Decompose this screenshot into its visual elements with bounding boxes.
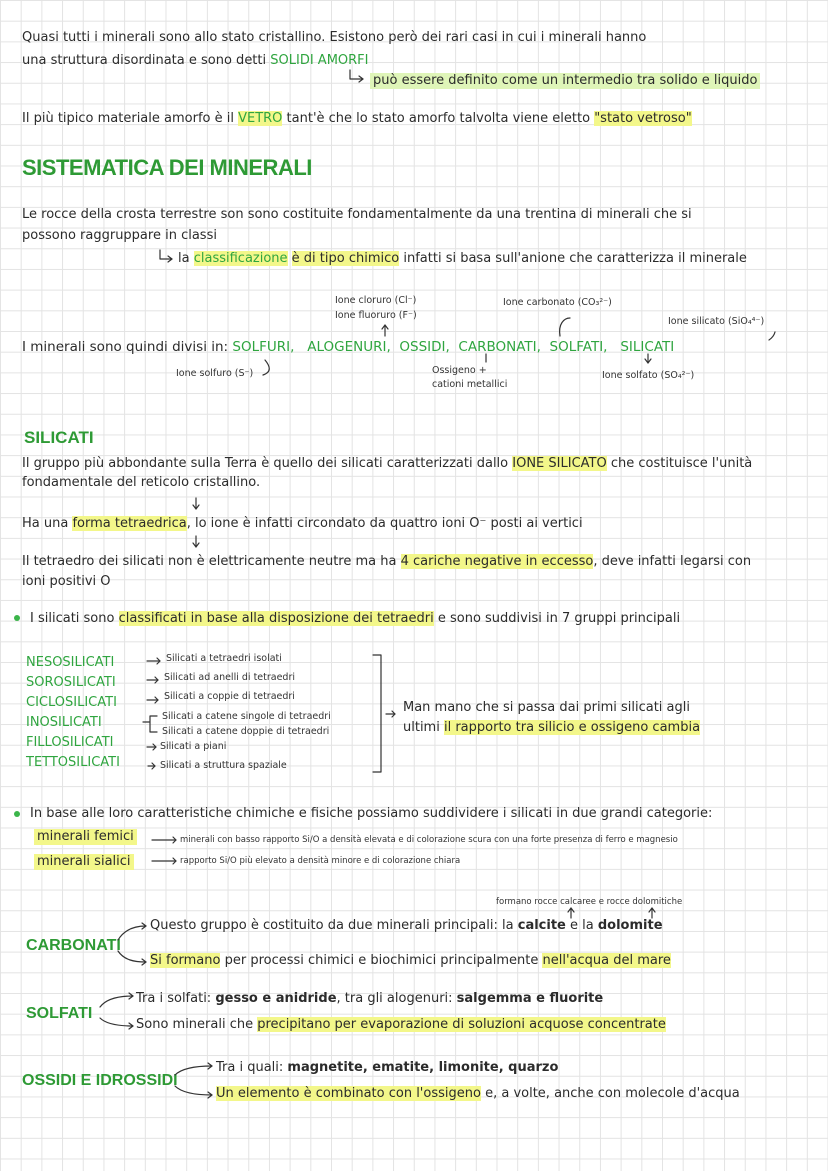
intro-line-3: può essere definito come un intermedio tra solido e liquido: [370, 73, 760, 89]
arrow-curve: [769, 332, 775, 340]
branch-up: [118, 926, 146, 940]
arrow-fork: [143, 716, 157, 732]
desc-sialici: rapporto Si/O più elevato a densità minore e di colorazione chiara: [180, 856, 461, 866]
group-ciclosilicati: CICLOSILICATI: [26, 695, 117, 710]
term-rapporto: il rapporto tra silicio e ossigeno cambia: [443, 720, 701, 735]
desc-sorosilicati: Silicati ad anelli di tetraedri: [164, 672, 296, 683]
class-carbonati: CARBONATI,: [458, 339, 541, 355]
carb-l1-mid: e la: [565, 918, 598, 933]
desc-tettosilicati: Silicati a struttura spaziale: [160, 760, 287, 771]
term-classificati: classificati in base alla disposizione dei tetraedri: [118, 611, 434, 626]
intro-line-2-text: una struttura disordinata e sono detti: [22, 53, 271, 68]
p3-post: infatti si basa sull'anione che caratterizza il minerale: [399, 251, 747, 266]
heading-solfati: SOLFATI: [26, 1005, 93, 1022]
b1-pre: I silicati sono: [30, 611, 119, 626]
group-fillosilicati: FILLOSILICATI: [26, 735, 114, 750]
class-solfuri: SOLFURI,: [232, 339, 295, 355]
term-vetro: VETRO: [238, 111, 283, 126]
term-forma-tetraedrica: forma tetraedrica: [72, 516, 187, 531]
heading-sistematica: SISTEMATICA DEI MINERALI: [22, 155, 312, 180]
term-combinato: Un elemento è combinato con l'ossigeno: [216, 1086, 481, 1101]
arrow-curve: [263, 360, 269, 375]
annotation-silicato: Ione silicato (SiO₄⁴⁻): [668, 316, 765, 327]
heading-carbonati: CARBONATI: [26, 937, 121, 954]
group-inosilicati: INOSILICATI: [26, 715, 102, 730]
term-femici: minerali femici: [34, 829, 137, 845]
term-tipo-chimico: è di tipo chimico: [291, 251, 400, 266]
term-magnetite: magnetite, ematite, limonite, quarzo: [287, 1060, 559, 1075]
term-classificazione: classificazione: [193, 251, 288, 266]
silicati-bullet-2: In base alle loro caratteristiche chimiche e fisiche possiamo suddividere i silicati in due grandi categorie:: [30, 806, 713, 821]
group-sorosilicati: SOROSILICATI: [26, 675, 116, 690]
term-si-formano: Si formano: [150, 953, 221, 968]
silicati-p5: ioni positivi O: [22, 574, 111, 589]
desc-ciclosilicati: Silicati a coppie di tetraedri: [164, 691, 295, 702]
solf-l1-pre: Tra i solfati:: [136, 991, 216, 1006]
annotation-ossigeno-1: Ossigeno +: [432, 365, 487, 376]
intro-line-4-mid: tant'è che lo stato amorfo talvolta viene eletto: [282, 111, 595, 126]
annotation-carbonato: Ione carbonato (CO₃²⁻): [503, 297, 612, 308]
heading-ossidi: OSSIDI E IDROSSIDI: [22, 1072, 178, 1089]
class-ossidi: OSSIDI,: [399, 339, 450, 355]
sistematica-p1: Le rocce della crosta terrestre son sono costituite fondamentalmente da una trentina di minerali che si: [22, 207, 692, 222]
class-solfati: SOLFATI,: [549, 339, 608, 355]
oss-l1-pre: Tra i quali:: [216, 1060, 288, 1075]
term-salgemma: salgemma e fluorite: [456, 991, 604, 1006]
oss-l2-post: e, a volte, anche con molecole d'acqua: [480, 1086, 740, 1101]
carbonati-note: formano rocce calcaree e rocce dolomitiche: [496, 897, 683, 907]
class-silicati: SILICATI: [620, 339, 675, 355]
annotation-cloruro: Ione cloruro (Cl⁻): [335, 295, 417, 306]
silicati-p4-pre: Il tetraedro dei silicati non è elettricamente neutre ma ha: [22, 554, 401, 569]
note2-pre: ultimi: [403, 720, 444, 735]
annotation-ossigeno-2: cationi metallici: [432, 379, 508, 390]
desc-femici: minerali con basso rapporto Si/O a densità elevata e di colorazione scura con una forte presenza di ferro e magnesio: [180, 835, 678, 845]
silicati-p2: fondamentale del reticolo cristallino.: [22, 475, 261, 490]
branch-down: [175, 1086, 212, 1095]
term-stato-vetroso: "stato vetroso": [594, 111, 692, 126]
solf-l2-pre: Sono minerali che: [136, 1017, 258, 1032]
bracket: [373, 655, 381, 772]
heading-silicati: SILICATI: [24, 428, 94, 447]
term-dolomite: dolomite: [597, 918, 663, 933]
term-acqua-mare: nell'acqua del mare: [542, 953, 671, 968]
branch-up: [100, 996, 133, 1007]
annotation-solfuro: Ione solfuro (S⁻): [176, 368, 254, 379]
carb-l1-pre: Questo gruppo è costituito da due minerali principali: la: [150, 918, 518, 933]
b1-post: e sono suddivisi in 7 gruppi principali: [433, 611, 681, 626]
term-ione-silicato: IONE SILICATO: [512, 456, 607, 471]
term-sialici: minerali sialici: [34, 854, 134, 870]
desc-inosilicati-doppie: Silicati a catene doppie di tetraedri: [162, 726, 330, 737]
annotation-fluoruro: Ione fluoruro (F⁻): [335, 310, 417, 321]
group-nesosilicati: NESOSILICATI: [26, 655, 115, 670]
silicati-p1-post: che costituisce l'unità: [606, 456, 753, 471]
term-gesso: gesso e anidride: [215, 991, 337, 1006]
intro-line-4-text: Il più tipico materiale amorfo è il: [22, 111, 239, 126]
desc-inosilicati-singole: Silicati a catene singole di tetraedri: [162, 711, 331, 722]
desc-nesosilicati: Silicati a tetraedri isolati: [166, 653, 282, 664]
group-tettosilicati: TETTOSILICATI: [26, 755, 120, 770]
branch-down: [118, 951, 146, 962]
desc-fillosilicati: Silicati a piani: [160, 741, 227, 752]
intro-line-1: Quasi tutti i minerali sono allo stato cristallino. Esistono però dei rari casi in cui i minerali hanno: [22, 30, 647, 45]
p3-pre: la: [178, 251, 194, 266]
annotation-solfato: Ione solfato (SO₄²⁻): [602, 370, 695, 381]
term-calcite: calcite: [517, 918, 566, 933]
arrow-curve: [560, 318, 570, 336]
silicati-p3-post: , lo ione è infatti circondato da quattro ioni O⁻ posti ai vertici: [186, 516, 583, 531]
silicati-p1-text: Il gruppo più abbondante sulla Terra è quello dei silicati caratterizzati dallo: [22, 456, 513, 471]
solf-l1-mid: , tra gli alogenuri:: [336, 991, 457, 1006]
branch-down: [100, 1018, 133, 1026]
class-alogenuri: ALOGENURI,: [307, 339, 391, 355]
silicati-p3-pre: Ha una: [22, 516, 73, 531]
classes-pre: I minerali sono quindi divisi in:: [22, 339, 233, 355]
silicati-p4-post: , deve infatti legarsi con: [593, 554, 752, 569]
sistematica-p2: possono raggruppare in classi: [22, 228, 217, 243]
silicati-note-1: Man mano che si passa dai primi silicati agli: [403, 700, 690, 715]
branch-up: [175, 1066, 212, 1075]
term-cariche-negative: 4 cariche negative in eccesso: [400, 554, 594, 569]
term-solidi-amorfi: SOLIDI AMORFI: [270, 53, 369, 68]
carb-l2-mid: per processi chimici e biochimici principalmente: [220, 953, 543, 968]
term-precipitano: precipitano per evaporazione di soluzioni acquose concentrate: [257, 1017, 666, 1032]
